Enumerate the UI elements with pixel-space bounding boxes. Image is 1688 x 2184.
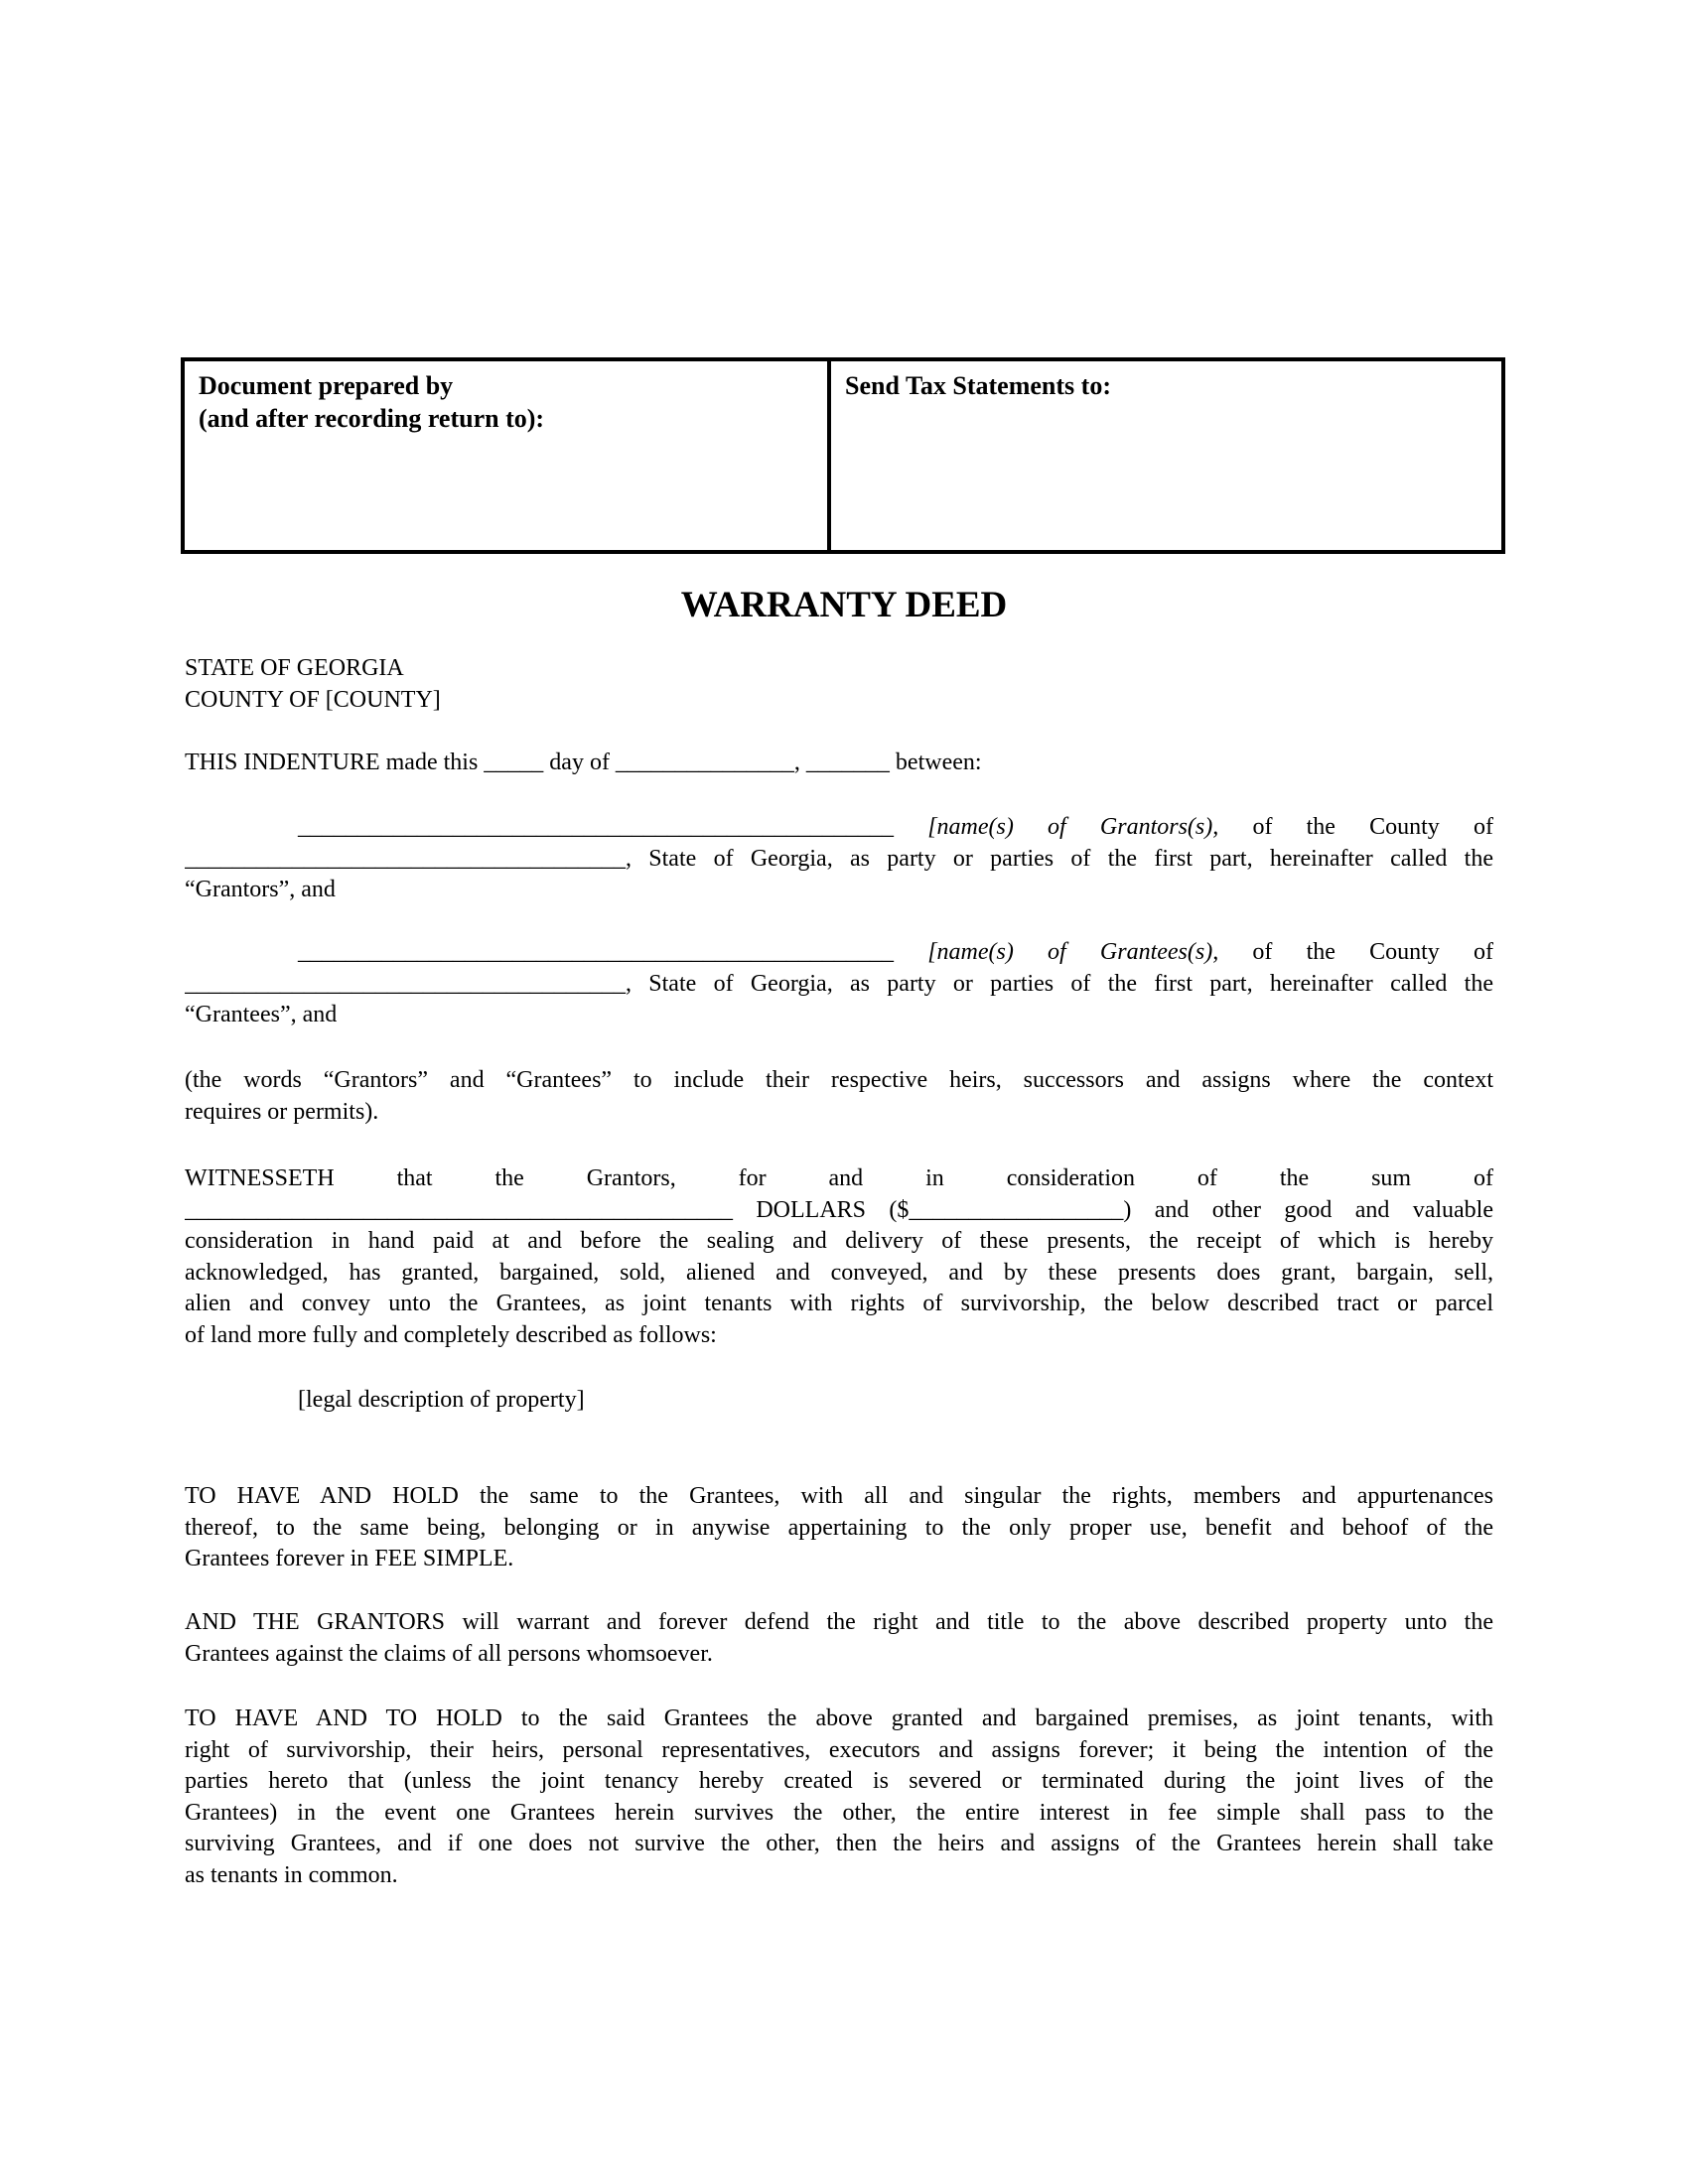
text-line: TO HAVE AND HOLD the same to the Grantees, with all and singular the rights, members and appurtenances xyxy=(185,1483,1493,1509)
text-line: of land more fully and completely described as follows: xyxy=(185,1321,717,1348)
habendum-clause xyxy=(185,1481,1493,1575)
text: of the County of xyxy=(1252,814,1493,840)
text-line xyxy=(185,937,1493,969)
page-title: WARRANTY DEED xyxy=(680,585,1008,625)
prepared-by-label-line2: (and after recording return to): xyxy=(199,404,545,433)
legal-description-block xyxy=(185,1385,1493,1417)
state-line: STATE OF GEORGIA xyxy=(185,655,404,681)
grantee-names-blank: __________________________________________________ xyxy=(298,939,894,965)
text-line: surviving Grantees, and if one does not survive the other, then the heirs and assigns of the Grantees herein shall take xyxy=(185,1831,1493,1857)
prepared-by-label-line1: Document prepared by xyxy=(199,371,454,400)
text-line: _____________________________________, State of Georgia, as party or parties of the first part, hereinafter called the xyxy=(185,970,1493,997)
text-line: acknowledged, has granted, bargained, sold, aliened and conveyed, and by these presents does grant, bargain, sell, xyxy=(185,1259,1493,1286)
grantor-names-blank: __________________________________________________ xyxy=(298,814,894,840)
text-line: parties hereto that (unless the joint tenancy hereby created is severed or terminated during the joint lives of the xyxy=(185,1768,1493,1795)
send-tax-label: Send Tax Statements to: xyxy=(845,371,1111,400)
indenture-line: THIS INDENTURE made this _____ day of _______________, _______ between: xyxy=(185,750,982,775)
indenture-opening xyxy=(185,748,1493,779)
text-line: thereof, to the same being, belonging or in anywise appertaining to the only proper use, benefit and behoof of the xyxy=(185,1514,1493,1541)
text-line: alien and convey unto the Grantees, as joint tenants with rights of survivorship, the below described tract or parcel xyxy=(185,1291,1493,1317)
grantors-clause xyxy=(185,812,1493,906)
witnesseth-clause xyxy=(185,1163,1493,1352)
text-line: consideration in hand paid at and before the sealing and delivery of these presents, the receipt of which is hereby xyxy=(185,1228,1493,1255)
recording-info-box xyxy=(181,357,1505,554)
text: of the County of xyxy=(1252,939,1493,965)
text-line: “Grantors”, and xyxy=(185,877,336,903)
grantee-names-placeholder: [name(s) of Grantees(s), xyxy=(894,939,1253,965)
text-line: AND THE GRANTORS will warrant and forever defend the right and title to the above described property unto the xyxy=(185,1609,1493,1635)
text-line: TO HAVE AND TO HOLD to the said Grantees the above granted and bargained premises, as joint tenants, with xyxy=(185,1706,1493,1731)
send-tax-cell xyxy=(831,361,1501,550)
definitions-clause xyxy=(185,1065,1493,1128)
text-line: WITNESSETH that the Grantors, for and in consideration of the sum of xyxy=(185,1165,1493,1191)
text-line: (the words “Grantors” and “Grantees” to include their respective heirs, successors and assigns where the context xyxy=(185,1067,1493,1093)
text-line: as tenants in common. xyxy=(185,1861,398,1888)
text-line: Grantees) in the event one Grantees herein survives the other, the entire interest in fee simple shall pass to the xyxy=(185,1799,1493,1826)
text-line: _____________________________________, State of Georgia, as party or parties of the first part, hereinafter called the xyxy=(185,845,1493,872)
text-line: Grantees forever in FEE SIMPLE. xyxy=(185,1546,514,1572)
grantor-names-placeholder: [name(s) of Grantors(s), xyxy=(894,814,1253,840)
text-line: Grantees against the claims of all persons whomsoever. xyxy=(185,1640,713,1667)
text-line: requires or permits). xyxy=(185,1098,379,1125)
legal-description-placeholder: [legal description of property] xyxy=(298,1387,585,1413)
text-line: ______________________________________________ DOLLARS ($__________________) and other good and valuable xyxy=(185,1196,1493,1223)
county-line: COUNTY OF [COUNTY] xyxy=(185,686,441,713)
grantees-clause xyxy=(185,937,1493,1031)
text-line xyxy=(185,812,1493,844)
jurisdiction-block xyxy=(185,653,1493,716)
survivorship-clause xyxy=(185,1704,1493,1892)
text-line: “Grantees”, and xyxy=(185,1002,338,1028)
text-line: right of survivorship, their heirs, personal representatives, executors and assigns forever; it being the intention of the xyxy=(185,1736,1493,1763)
warranty-clause xyxy=(185,1607,1493,1670)
prepared-by-cell xyxy=(185,361,831,550)
